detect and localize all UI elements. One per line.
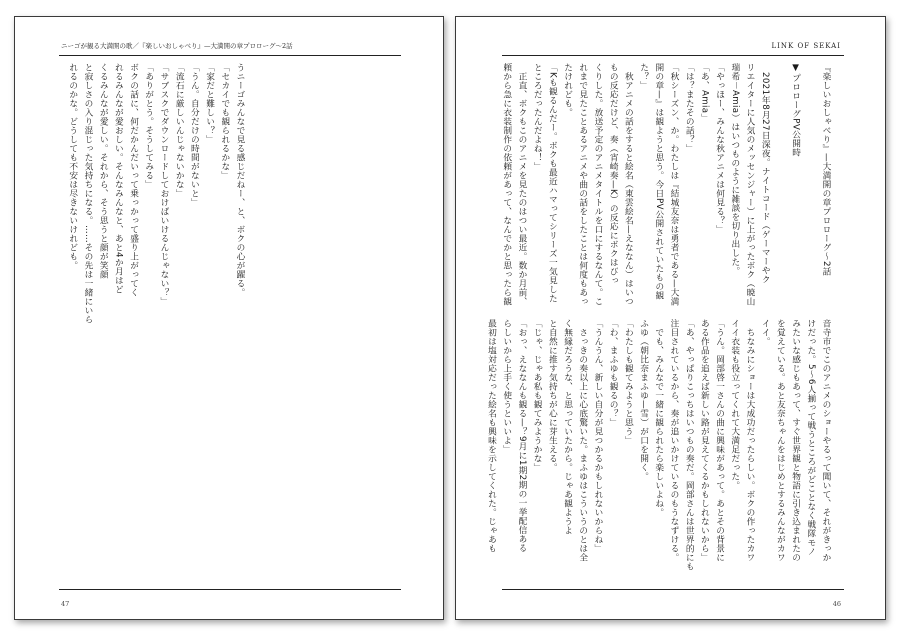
text-column: 最初は塩対応だった絵名も興味を示してくれた。じゃあも (486, 319, 497, 553)
text-column: 「じゃ、じゃあ私も観てみようかな」 (532, 319, 543, 472)
text-column: けだった。5〜6人揃って戦うところがどことなく戦隊モノ (805, 319, 816, 556)
text-column: れるみんなが愛おしい。そんなみんなと、あと4か月はど (113, 63, 124, 294)
text-column: 「流石に厳しいんじゃないかな」 (174, 63, 185, 198)
text-column: 「やっほー、みんな秋アニメは何見る？」 (714, 63, 725, 234)
text-column: ボクの話に、何だかんだいって乗っかって盛り上がってく (128, 63, 139, 297)
text-column: と自然に推す気持ちが心に芽生える。 (547, 319, 558, 472)
text-column: を覚えている。あと友奈ちゃんをはじめとするみんながカワ (775, 319, 786, 562)
text-column: リエイターに人気のメッセンジャー）に上がったボク（暁山 (745, 63, 756, 306)
text-column: くりした。放送予定のアニメタイトルを口にするなんて。こ (592, 63, 603, 306)
text-column: た？」 (638, 63, 649, 90)
text-column: 「わ、まふゆも観るの？」 (608, 319, 619, 427)
text-column: 「は？またその話？」 (684, 63, 695, 153)
right-running-head: LINK OF SEKAI (771, 42, 841, 50)
text-column: く無縁だろうな、と思っていたから。じゃあ観ようよ (562, 319, 573, 535)
text-column: さっきの奏以上に心底驚いた。まふゆはこういうのとは全 (577, 319, 588, 562)
text-column: 「うん。自分だけの時間がないと」 (189, 63, 200, 207)
text-column: 音寺市でこのアニメのショーやるって聞いて、それがきっか (821, 319, 831, 562)
left-body-text (65, 63, 247, 333)
right-header-rule (502, 55, 844, 56)
right-page-number: 46 (832, 600, 841, 608)
text-column: うニーゴみんなで見る感じだねー、と、ボクの心が躍る。 (235, 63, 245, 297)
text-column: 「わたしも観てみようと思う」 (623, 319, 634, 445)
text-column: 「あ、やっぱりこっちはいつもの奏だ。岡部さんは世界的にも (684, 319, 695, 571)
text-column: 「うんうん、新しい自分が見つかるかもしれないからね」 (592, 319, 603, 553)
text-column: みたいな感じもあって、すぐ世界観と物語に引き込まれたの (790, 319, 801, 562)
text-column (803, 63, 818, 311)
text-column: 秋アニメの話をすると絵名（東雲絵名—えななん）はいつ (623, 63, 634, 306)
left-footer-rule (59, 589, 401, 590)
text-column: ふゆ（朝比奈まふゆ—雪）が口を開く。 (638, 319, 649, 481)
text-column: 頼から急に衣装制作の依頼があって、なんでかと思ったら観 (501, 63, 512, 306)
text-column: 瑞希－Amia）はいつものように雑談を切り出した。 (729, 63, 740, 276)
text-column: イイ衣装も役立ってくれて大満足だった。 (729, 319, 740, 490)
text-column: イイ。 (760, 319, 771, 346)
text-column: 「ありがとう。そうしてみる」 (143, 63, 154, 189)
text-column: くるみんなが愛しい。それから、そう思うと顔が笑顔 (98, 63, 109, 279)
text-column: ところだったんだよね！」 (532, 63, 543, 171)
text-column: 「サブスクでダウンロードしておけばいけるんじゃない？」 (158, 63, 169, 306)
right-lower-body-text (483, 319, 833, 575)
text-column: れるのかな。どうしても不安は尽きないけれども。 (67, 63, 78, 270)
text-column: たけれども。 (562, 63, 573, 117)
text-column: 注目されているから、奏が追いかけているのもうなずける。 (668, 319, 679, 562)
left-running-head: ニーゴが観る大満開の歌／『楽しいおしゃべり』—大満開の章プロローグ〜2話 (61, 42, 293, 50)
text-column: 「うん。岡部啓一さんの曲に興味があって。あとその背景に (714, 319, 725, 562)
text-column: ちなみにショーは大成功だったらしい。ボクの作ったカワ (744, 319, 755, 562)
text-column: 正直、ボクもこのアニメを見たのはつい最近。数か月前、 (516, 63, 527, 306)
text-column: 「Kも観るんだー。ボクも最近ハマってシリーズ一気見した (547, 63, 558, 303)
text-column: 「おっ、えななんも観る—？9月に1期2期の一挙配信ある (516, 319, 527, 553)
text-column: れまで見たことあるアニメや曲の話をしたことは何度もあっ (577, 63, 588, 306)
text-column: 「あ、Amia」 (699, 63, 710, 123)
text-column: と寂しさの入り混じった気持ちになる。……その先は一緒にいら (82, 63, 93, 324)
text-column: でも、みんなで一緒に観られたら楽しいよね。 (653, 319, 664, 517)
text-column: 『楽しいおしゃべり』—大満開の章プロローグ〜2話 (821, 63, 831, 276)
text-column: 「秋シーズン、か。わたしは『結城友奈は勇者である—大満 (669, 63, 679, 306)
left-page (14, 16, 444, 620)
text-column (772, 63, 787, 311)
left-header-rule (59, 55, 401, 56)
right-page (455, 16, 886, 620)
right-footer-rule (502, 589, 844, 590)
left-page-number: 47 (61, 600, 70, 608)
text-column: もの反応だけど、奏（宵崎奏—K）の反応にボクはびっ (608, 63, 619, 285)
text-column: らしいから上手く使うといいよ」 (501, 319, 512, 454)
text-column: ▼プロローグPV公開時 (790, 63, 801, 158)
text-column: 開の章—』は観ようと思う。今日PV公開されていたもの観 (653, 63, 664, 300)
text-column: 2021年8月27日深夜。ナイトコード（ゲーマーやク (760, 63, 771, 284)
text-column: 「セカイでも観られるかな」 (219, 63, 230, 180)
text-column: ある作品を追えば新しい路が見えてくるかもしれないから」 (699, 319, 710, 562)
right-upper-body-text (499, 63, 833, 311)
text-column: 「家だと難しい？」 (204, 63, 215, 144)
